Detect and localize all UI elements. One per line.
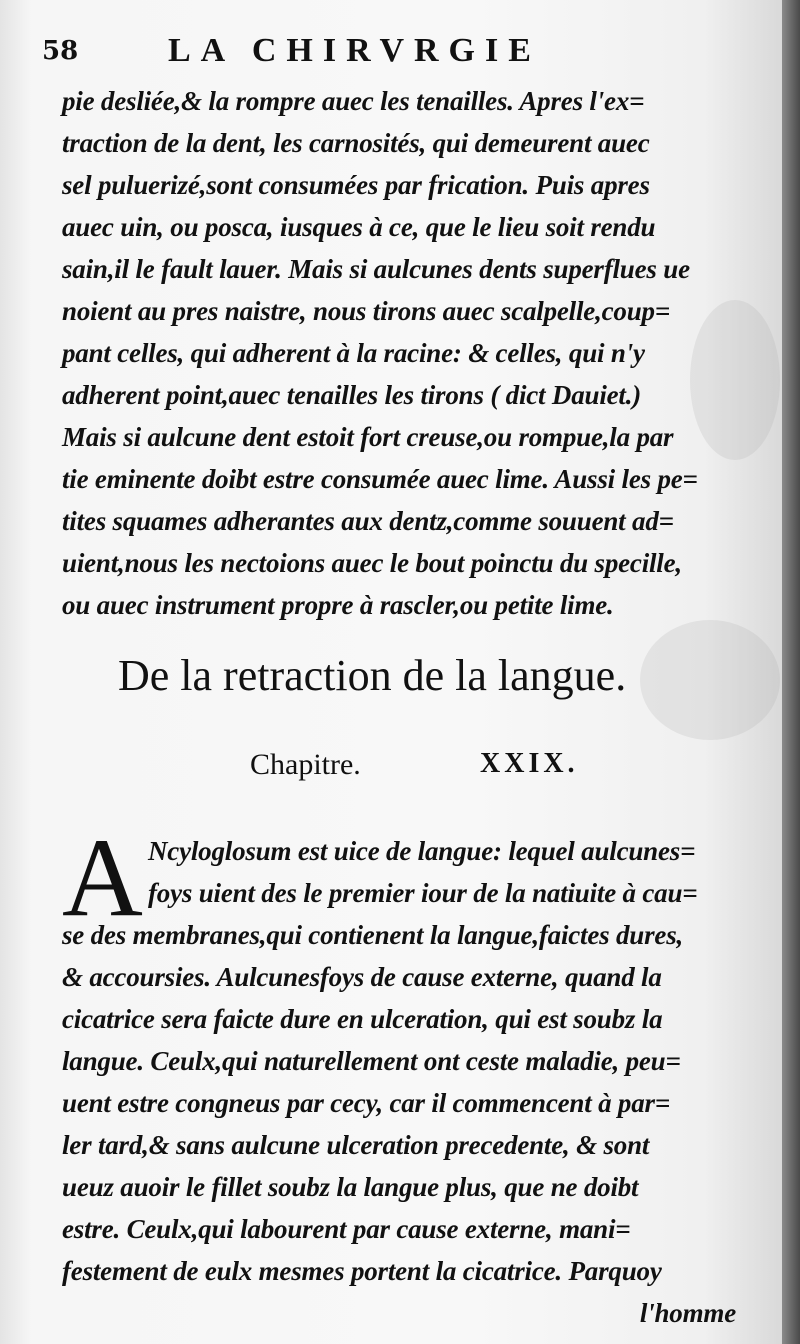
- text-line: noient au pres naistre, nous tirons auec scalpelle,coup=: [62, 296, 671, 326]
- chapter-number: XXIX.: [480, 748, 579, 779]
- text-line: langue. Ceulx,qui naturellement ont ceste maladie, peu=: [62, 1046, 681, 1076]
- text-line: se des membranes,qui contienent la langue,faictes dures,: [62, 920, 684, 950]
- text-line: sain,il le fault lauer. Mais si aulcunes dents superflues ue: [62, 254, 690, 284]
- text-line: sel puluerizé,sont consumées par frication. Puis apres: [62, 170, 650, 200]
- text-line: estre. Ceulx,qui labourent par cause externe, mani=: [62, 1214, 631, 1244]
- text-line: festement de eulx mesmes portent la cicatrice. Parquoy: [62, 1256, 662, 1286]
- text-line: cicatrice sera faicte dure en ulceration, qui est soubz la: [62, 1004, 663, 1034]
- text-line: foys uient des le premier iour de la natiuite à cau=: [148, 878, 698, 908]
- chapter-label: Chapitre.: [250, 748, 361, 781]
- page-stain: [690, 300, 780, 460]
- text-line: ou auec instrument propre à rascler,ou petite lime.: [62, 590, 614, 620]
- text-line: Mais si aulcune dent estoit fort creuse,ou rompue,la par: [62, 422, 674, 452]
- top-paragraph: [62, 80, 698, 626]
- page-number: 58: [42, 36, 79, 66]
- page-stain: [640, 620, 780, 740]
- text-line: pant celles, qui adherent à la racine: & celles, qui n'y: [62, 338, 645, 368]
- catchword: l'homme: [639, 1298, 736, 1328]
- chapter-paragraph: [62, 830, 736, 1334]
- running-title: LA CHIRVRGIE: [168, 32, 541, 69]
- page-edge-shadow: [782, 0, 800, 1344]
- text-line: Ncyloglosum est uice de langue: lequel aulcunes=: [148, 836, 696, 866]
- text-line: auec uin, ou posca, iusques à ce, que le lieu soit rendu: [62, 212, 656, 242]
- text-line: tites squames adherantes aux dentz,comme souuent ad=: [62, 506, 674, 536]
- text-line: adherent point,auec tenailles les tirons ( dict Dauiet.): [62, 380, 642, 410]
- text-line: & accoursies. Aulcunesfoys de cause externe, quand la: [62, 962, 662, 992]
- text-line: pie desliée,& la rompre auec les tenailles. Apres l'ex=: [62, 86, 645, 116]
- text-line: uient,nous les nectoions auec le bout poinctu du specille,: [62, 548, 682, 578]
- running-head: [0, 22, 782, 72]
- text-line: uent estre congneus par cecy, car il commencent à par=: [62, 1088, 671, 1118]
- drop-cap: A: [62, 816, 143, 940]
- text-line: ler tard,& sans aulcune ulceration precedente, & sont: [62, 1130, 650, 1160]
- text-line: ueuz auoir le fillet soubz la langue plus, que ne doibt: [62, 1172, 639, 1202]
- text-line: tie eminente doibt estre consumée auec lime. Aussi les pe=: [62, 464, 698, 494]
- text-line: traction de la dent, les carnosités, qui demeurent auec: [62, 128, 650, 158]
- section-heading: De la retraction de la langue.: [118, 651, 627, 700]
